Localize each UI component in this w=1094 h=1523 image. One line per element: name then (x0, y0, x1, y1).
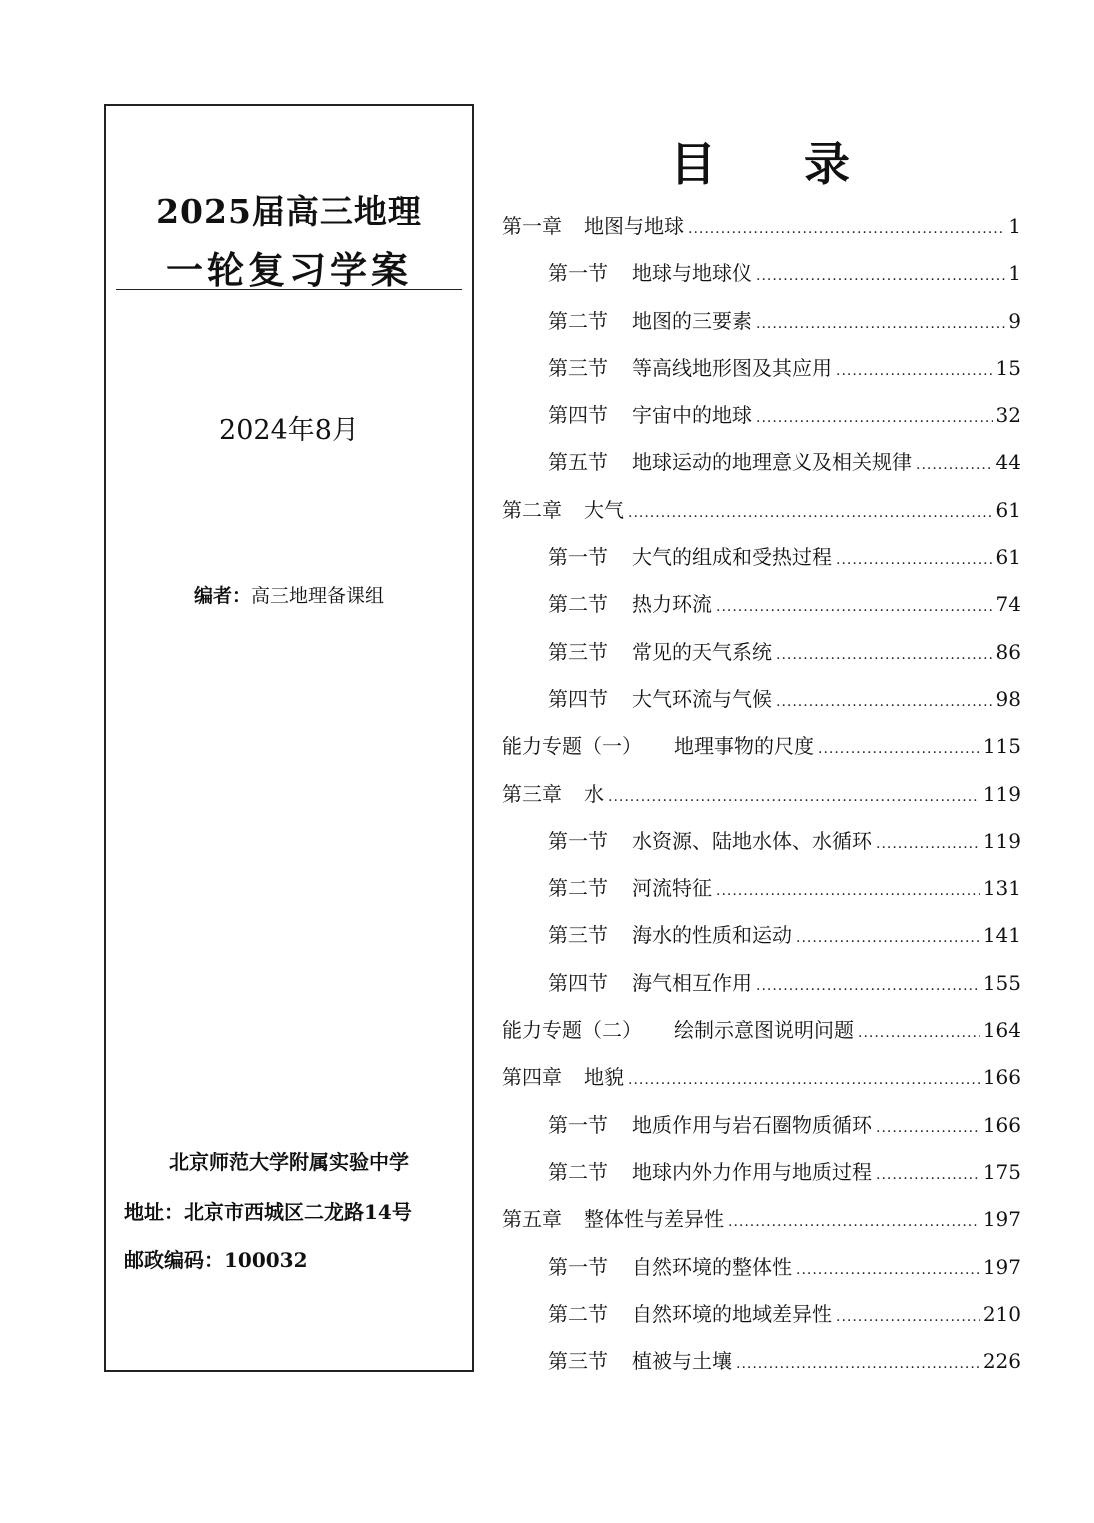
toc-entry-title: 地理事物的尺度 (674, 734, 814, 759)
toc-entry-section (502, 867, 1021, 914)
toc-entry-special (502, 725, 1021, 772)
toc-entry-page: 197 (982, 1254, 1021, 1279)
toc-entry-page: 1 (1008, 214, 1021, 238)
toc-entry-section (502, 441, 1021, 488)
toc-leader-dots (836, 539, 993, 581)
toc-entry-page: 119 (982, 828, 1021, 853)
school-address: 地址：北京市西城区二龙路14号 (124, 1200, 412, 1224)
toc-leader-dots (776, 634, 993, 676)
toc-entry-chapter (502, 1198, 1021, 1245)
toc-leader-dots (858, 1012, 980, 1054)
toc-entry-page: 15 (995, 355, 1021, 380)
toc-entry-number: 第一节 (548, 828, 608, 853)
toc-leader-dots (876, 823, 980, 865)
toc-entry-section (502, 1151, 1021, 1198)
toc-entry-title: 地球内外力作用与地质过程 (632, 1159, 872, 1184)
toc-leader-dots (776, 681, 993, 723)
toc-entry-title: 常见的天气系统 (632, 639, 772, 664)
toc-leader-dots (608, 776, 980, 818)
toc-entry-number: 第四节 (548, 970, 608, 995)
toc-leader-dots (756, 965, 980, 1007)
toc-leader-dots (628, 1059, 980, 1101)
toc-entry-section (502, 820, 1021, 867)
toc-entry-page: 119 (982, 781, 1021, 806)
toc-entry-number: 能力专题（二） (502, 1018, 642, 1043)
toc-entry-page: 175 (982, 1159, 1021, 1184)
cover-title-line1: 2025届高三地理 (156, 192, 422, 231)
toc-leader-dots (756, 303, 1005, 345)
toc-entry-title: 水 (584, 781, 604, 806)
toc-entry-section (502, 631, 1021, 678)
toc-entry-chapter (502, 773, 1021, 820)
cover-panel (104, 104, 474, 1372)
toc-entry-page: 86 (995, 639, 1021, 664)
toc-entry-section (502, 1340, 1021, 1387)
toc-leader-dots (716, 870, 980, 912)
toc-entry-title: 大气的组成和受热过程 (632, 545, 832, 570)
toc-entry-number: 第四章 (502, 1065, 562, 1090)
toc-leader-dots (628, 492, 993, 534)
toc-entry-section (502, 1246, 1021, 1293)
toc-leader-dots (836, 350, 993, 392)
toc-leader-dots (916, 444, 993, 486)
toc-entry-title: 绘制示意图说明问题 (674, 1018, 854, 1043)
editor-label: 编者： (193, 585, 251, 607)
toc-entry-page: 210 (982, 1301, 1021, 1326)
toc-entry-number: 第三节 (548, 923, 608, 948)
toc-entry-title: 水资源、陆地水体、水循环 (632, 828, 872, 853)
toc-entry-number: 第四节 (548, 403, 608, 428)
toc-entry-page: 164 (982, 1018, 1021, 1043)
toc-leader-dots (796, 917, 980, 959)
toc-entry-chapter (502, 489, 1021, 536)
toc-entry-page: 1 (1008, 261, 1021, 286)
toc-list (502, 205, 1021, 1387)
toc-entry-number: 第一节 (548, 261, 608, 286)
toc-entry-number: 第二节 (548, 1159, 608, 1184)
toc-entry-title: 地图与地球 (584, 214, 684, 238)
toc-entry-number: 第一节 (548, 1112, 608, 1137)
toc-entry-section (502, 252, 1021, 299)
cover-divider (116, 289, 462, 290)
toc-entry-section (502, 962, 1021, 1009)
toc-leader-dots (796, 1249, 980, 1291)
toc-entry-page: 32 (995, 403, 1021, 428)
toc-entry-title: 自然环境的地域差异性 (632, 1301, 832, 1326)
toc-entry-page: 74 (995, 592, 1021, 617)
toc-entry-page: 166 (982, 1065, 1021, 1090)
toc-entry-title: 地图的三要素 (632, 308, 752, 333)
toc-entry-section (502, 347, 1021, 394)
toc-entry-number: 第三节 (548, 1349, 608, 1374)
cover-date: 2024年8月 (219, 415, 359, 446)
toc-entry-number: 第五节 (548, 450, 608, 475)
toc-leader-dots (728, 1201, 980, 1243)
toc-entry-number: 第一节 (548, 1254, 608, 1279)
toc-entry-title: 地貌 (584, 1065, 624, 1090)
toc-entry-page: 141 (982, 923, 1021, 948)
toc-entry-section (502, 914, 1021, 961)
toc-entry-number: 第二节 (548, 592, 608, 617)
toc-entry-page: 226 (982, 1349, 1021, 1374)
toc-entry-page: 197 (982, 1207, 1021, 1232)
school-postcode: 邮政编码：100032 (124, 1248, 308, 1272)
toc-entry-title: 等高线地形图及其应用 (632, 355, 832, 380)
toc-entry-number: 第一章 (502, 214, 562, 238)
toc-entry-number: 第五章 (502, 1207, 562, 1232)
cover-editor (106, 581, 472, 608)
toc-entry-page: 115 (982, 734, 1021, 759)
toc-entry-page: 61 (995, 545, 1021, 570)
toc-entry-page: 166 (982, 1112, 1021, 1137)
toc-leader-dots (716, 586, 993, 628)
toc-entry-page: 131 (982, 876, 1021, 901)
toc-entry-section (502, 1293, 1021, 1340)
toc-entry-title: 整体性与差异性 (584, 1207, 724, 1232)
toc-entry-number: 能力专题（一） (502, 734, 642, 759)
toc-entry-title: 热力环流 (632, 592, 712, 617)
toc-entry-page: 61 (995, 497, 1021, 522)
toc-entry-number: 第二节 (548, 876, 608, 901)
toc-entry-section (502, 1104, 1021, 1151)
toc-entry-title: 宇宙中的地球 (632, 403, 752, 428)
toc-entry-title: 海水的性质和运动 (632, 923, 792, 948)
toc-entry-number: 第一节 (548, 545, 608, 570)
toc-leader-dots (876, 1107, 980, 1149)
cover-title-line2: 一轮复习学案 (166, 248, 412, 292)
toc-entry-title: 地质作用与岩石圈物质循环 (632, 1112, 872, 1137)
toc-entry-title: 植被与土壤 (632, 1349, 732, 1374)
toc-leader-dots (818, 728, 980, 770)
toc-entry-special (502, 1009, 1021, 1056)
toc-entry-page: 44 (995, 450, 1021, 475)
school-name: 北京师范大学附属实验中学 (169, 1150, 409, 1174)
toc-leader-dots (836, 1296, 980, 1338)
toc-entry-section (502, 300, 1021, 347)
toc-entry-title: 海气相互作用 (632, 970, 752, 995)
toc-leader-dots (756, 397, 993, 439)
toc-entry-title: 大气 (584, 497, 624, 522)
toc-entry-title: 自然环境的整体性 (632, 1254, 792, 1279)
toc-leader-dots (756, 255, 1005, 297)
toc-entry-chapter (502, 205, 1021, 252)
toc-entry-number: 第三节 (548, 355, 608, 380)
toc-entry-title: 地球运动的地理意义及相关规律 (632, 450, 912, 475)
toc-entry-section (502, 678, 1021, 725)
toc-leader-dots (736, 1343, 980, 1385)
toc-entry-chapter (502, 1056, 1021, 1103)
toc-entry-number: 第二节 (548, 1301, 608, 1326)
toc-entry-section (502, 536, 1021, 583)
toc-entry-section (502, 583, 1021, 630)
toc-entry-number: 第二章 (502, 497, 562, 522)
toc-entry-number: 第二节 (548, 308, 608, 333)
toc-entry-number: 第三章 (502, 781, 562, 806)
toc-leader-dots (876, 1154, 980, 1196)
toc-entry-page: 155 (982, 970, 1021, 995)
toc-leader-dots (688, 208, 1005, 250)
editor-name: 高三地理备课组 (251, 585, 385, 607)
toc-entry-title: 大气环流与气候 (632, 686, 772, 711)
toc-entry-page: 9 (1008, 308, 1021, 333)
toc-entry-section (502, 394, 1021, 441)
toc-entry-page: 98 (995, 686, 1021, 711)
toc-entry-title: 河流特征 (632, 876, 712, 901)
toc-entry-title: 地球与地球仪 (632, 261, 752, 286)
toc-title: 目 录 (669, 137, 886, 191)
toc-entry-number: 第三节 (548, 639, 608, 664)
toc-entry-number: 第四节 (548, 686, 608, 711)
